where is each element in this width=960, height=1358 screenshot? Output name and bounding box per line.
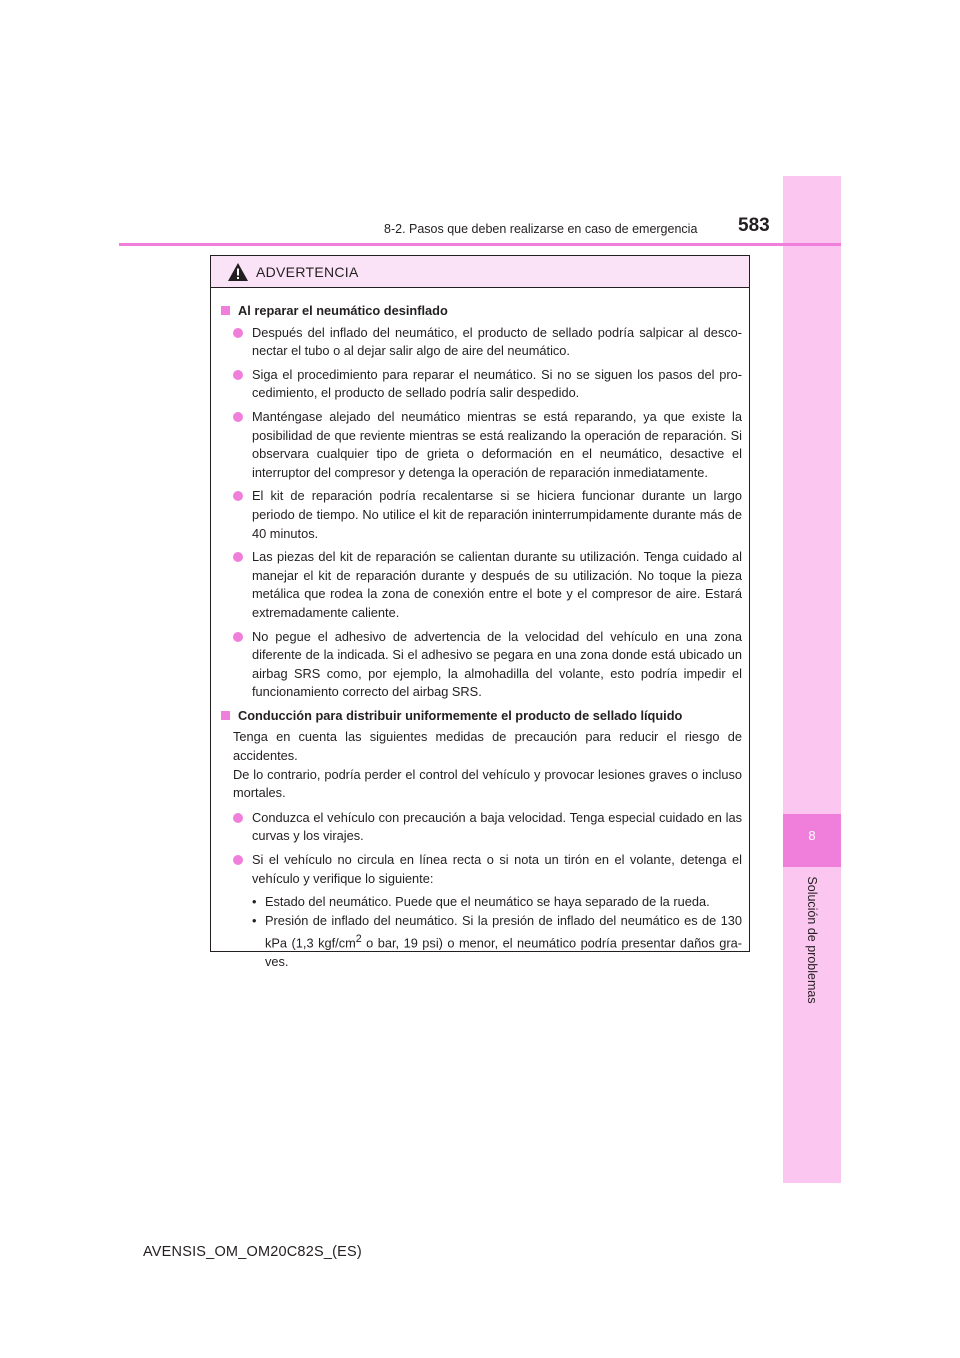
list-item-text: Siga el procedimiento para reparar el neumático. Si no se siguen los pasos del pro-cedimiento, el producto de sellado podría salir despedido. [252, 366, 742, 401]
square-bullet-icon [221, 306, 230, 315]
list-item [219, 408, 742, 482]
document-code: AVENSIS_OM_OM20C82S_(ES) [143, 1244, 362, 1260]
sub-bullet-mark: • [252, 912, 257, 928]
section-heading-text: Al reparar el neumático desinflado [238, 303, 448, 318]
circle-bullet-icon [233, 491, 243, 501]
sub-list-item-text [265, 912, 742, 972]
list-item-text: Manténgase alejado del neumático mientras se está reparando, ya que existe la posibilidad de que reviente mientras se está realizando la operación de reparación. Si observara cualquier tipo de grieta o deformación en el neumático, desactive el interruptor del compresor y detenga la operación de reparación inmediatamente. [252, 408, 742, 480]
list-item [219, 809, 742, 846]
circle-bullet-icon [233, 370, 243, 380]
superscript-2: 2 [355, 933, 362, 946]
side-chapter-tab [783, 176, 841, 1183]
list-item-text: Las piezas del kit de reparación se calientan durante su utilización. Tenga cuidado al manejar el kit de reparación durante y después de su utilización. No toque la pieza metálica que rodea la zona de conexión entre el bote y el compresor de aire. Estará extremadamente caliente. [252, 549, 742, 620]
list-item [219, 487, 742, 543]
chapter-title: Solución de problemas [805, 876, 819, 1004]
list-item [219, 324, 742, 361]
sub-bullet-mark: • [252, 894, 257, 910]
warning-triangle-icon [227, 262, 249, 282]
sub-list-item [252, 912, 742, 972]
chapter-number: 8 [808, 828, 816, 843]
section-heading [219, 707, 742, 726]
pressure-text-end: o bar, 19 psi) o menor, el neumático podría presentar daños gra-ves. [265, 935, 742, 970]
section-title: 8-2. Pasos que deben realizarse en caso de emergencia [384, 222, 698, 236]
pressure-text-start: Presión de inflado del neumático. Si la presión de inflado del neumático es de 130 kPa (1,3 kgf/cm [265, 912, 742, 951]
sub-list [219, 893, 742, 972]
warning-box [210, 255, 750, 970]
list-item [219, 548, 742, 622]
list-item [219, 851, 742, 888]
circle-bullet-icon [233, 328, 243, 338]
circle-bullet-icon [233, 813, 243, 823]
sub-list-item-text: Estado del neumático. Puede que el neumático se haya separado de la rueda. [265, 894, 710, 910]
sub-list-item [252, 893, 742, 912]
intro-paragraph: Tenga en cuenta las siguientes medidas de precaución para reducir el riesgo de accidentes. [233, 729, 742, 764]
square-bullet-icon [221, 711, 230, 720]
list-item-text: El kit de reparación podría recalentarse si se hiciera funcionar durante un largo periodo de tiempo. No utilice el kit de reparación ininterrumpidamente durante más de 40 minutos. [252, 488, 742, 541]
warning-title: ADVERTENCIA [256, 263, 359, 280]
circle-bullet-icon [233, 552, 243, 562]
page-number: 583 [738, 215, 770, 236]
circle-bullet-icon [233, 855, 243, 865]
header-rule [119, 243, 841, 246]
circle-bullet-icon [233, 632, 243, 642]
list-item-text: Si el vehículo no circula en línea recta o si nota un tirón en el volante, detenga el vehículo y verifique lo siguiente: [252, 852, 742, 886]
list-item-text: No pegue el adhesivo de advertencia de la velocidad del vehículo en una zona diferente de la indicada. Si el adhesivo se pegara en una zona donde está ubicado un airbag SRS como, por ejemplo, la almohadilla del volante, esto podría impedir el funcionamiento correcto del airbag SRS. [252, 628, 742, 700]
circle-bullet-icon [233, 412, 243, 422]
warning-header [211, 256, 749, 288]
section-heading [219, 302, 742, 321]
list-item [219, 628, 742, 702]
list-item-text: Después del inflado del neumático, el producto de sellado podría salpicar al desco-nectar el tubo o al dejar salir algo de aire del neumático. [252, 324, 742, 359]
list-item-text: Conduzca el vehículo con precaución a baja velocidad. Tenga especial cuidado en las curvas y los virajes. [252, 809, 742, 844]
warning-body [211, 288, 749, 972]
list-item [219, 366, 742, 403]
section-heading-text: Conducción para distribuir uniformemente el producto de sellado líquido [238, 707, 683, 723]
intro-paragraph: De lo contrario, podría perder el control del vehículo y provocar lesiones graves o incluso mortales. [233, 766, 742, 801]
